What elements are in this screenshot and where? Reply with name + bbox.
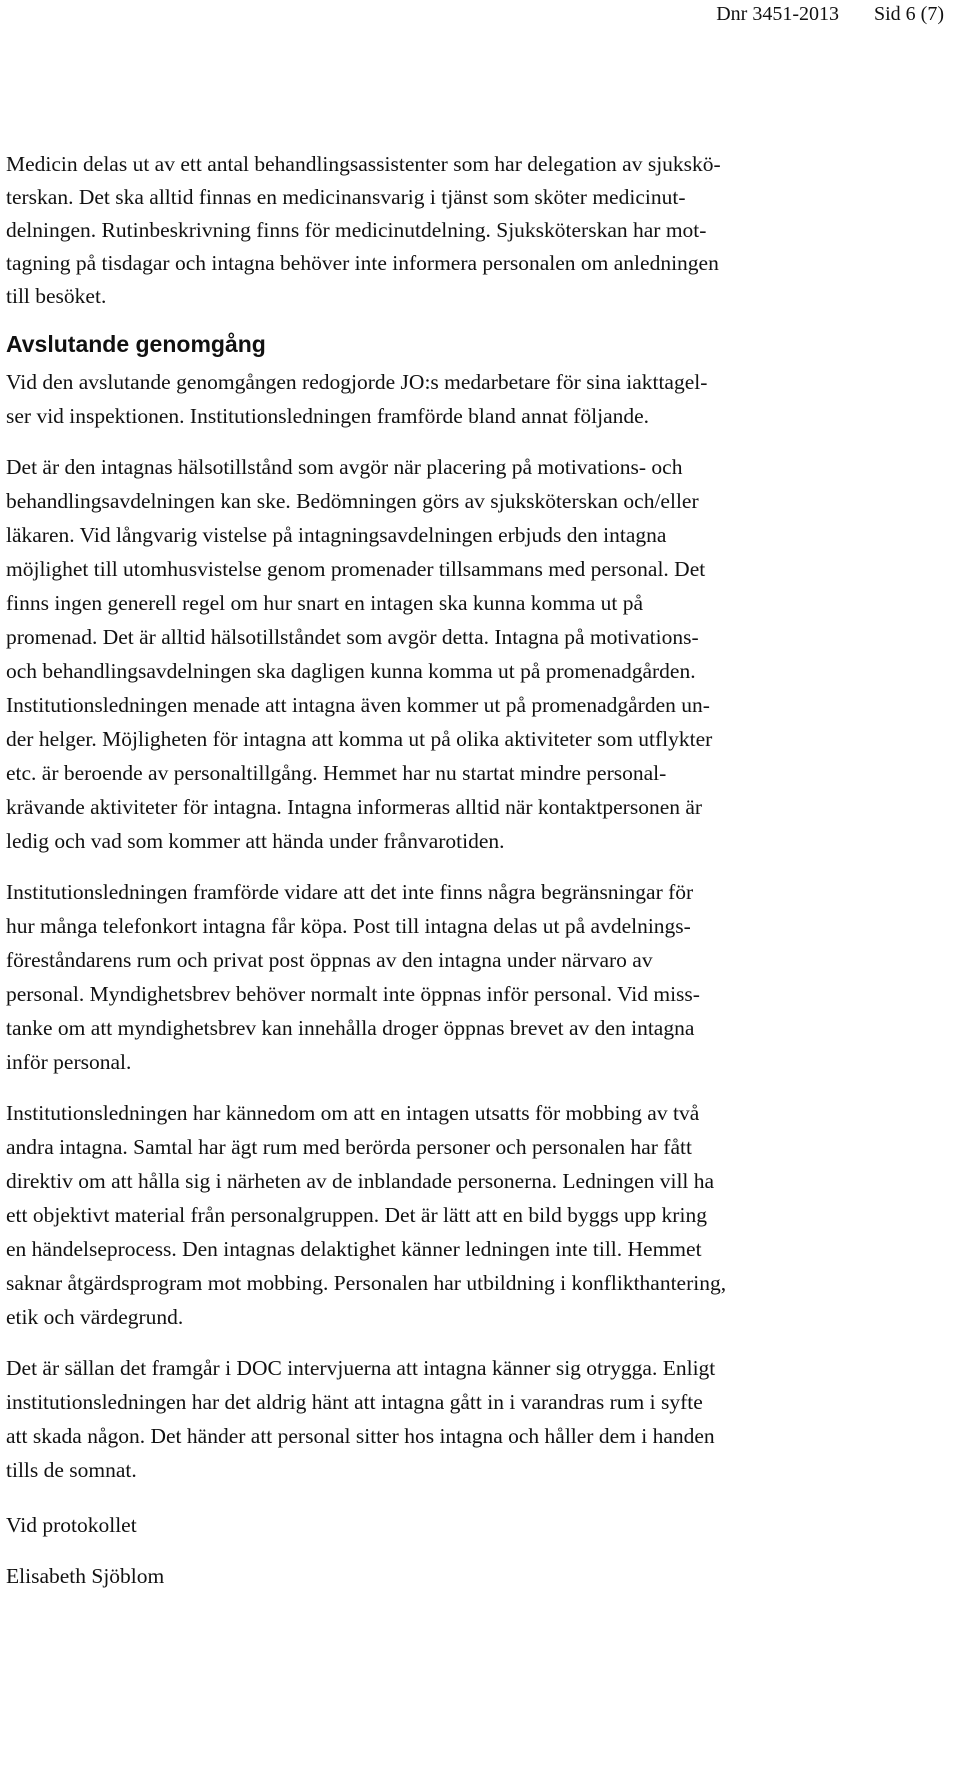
paragraph-safety: Det är sällan det framgår i DOC intervjuerna att intagna känner sig otrygga. Enligt institutionsledningen har det aldrig hänt att intagna gått in i varandras rum i syfte att skada någon. Det händer att personal sitter hos intagna och håller dem i handen tills de somnat. — [6, 1356, 716, 1482]
paragraph-final-review-intro: Vid den avslutande genomgången redogjorde JO:s medarbetare för sina iakttagel- ser vid inspektionen. Institutionsledningen framförde bland annat följande. — [6, 370, 708, 428]
document-body — [6, 148, 906, 1593]
section-heading-final-review: Avslutande genomgång — [6, 331, 266, 357]
paragraph-medicine: Medicin delas ut av ett antal behandlingsassistenter som har delegation av sjukskö- terskan. Det ska alltid finnas en medicinansvarig i tjänst som sköter medicinut- delningen. Rutinbeskrivning finns för medicinutdelning. Sjuksköterskan har mot- tagning på tisdagar och intagna behöver inte informera personalen om anledningen till besöket. — [6, 152, 721, 308]
paragraph-bullying: Institutionsledningen har kännedom om att en intagen utsatts för mobbing av två andra intagna. Samtal har ägt rum med berörda personer och personalen har fått direktiv om att hålla sig i närheten av de inblandade personerna. Ledningen vill ha ett objektivt material från personalgruppen. Det är lätt att en bild byggs upp kring en händelseprocess. Den intagnas delaktighet känner ledningen inte till. Hemmet saknar åtgärdsprogram mot mobbing. Personalen har utbildning i konflikthantering, etik och värdegrund. — [6, 1101, 727, 1329]
document-number: Dnr 3451-2013 — [716, 3, 839, 25]
paragraph-health-status: Det är den intagnas hälsotillstånd som avgör när placering på motivations- och behandlingsavdelningen kan ske. Bedömningen görs av sjuksköterskan och/eller läkaren. Vid långvarig vistelse på intagningsavdelningen erbjuds den intagna möjlighet till utomhusvistelse genom promenader tillsammans med personal. Det finns ingen generell regel om hur snart en intagen ska kunna komma ut på promenad. Det är alltid hälsotillståndet som avgör detta. Intagna på motivations- och behandlingsavdelningen ska dagligen kunna komma ut på promenadgården. Institutionsledningen menade att intagna även kommer ut på promenadgården un- der helger. Möjligheten för intagna att komma ut på olika aktiviteter som utflykter etc. är beroende av personaltillgång. Hemmet har nu startat mindre personal- krävande aktiviteter för intagna. Intagna informeras alltid när kontaktpersonen är ledig och vad som kommer att hända under frånvarotiden. — [6, 455, 713, 853]
page-number: Sid 6 (7) — [874, 3, 944, 25]
page-header — [716, 2, 944, 26]
paragraph-mail-phone: Institutionsledningen framförde vidare att det inte finns några begränsningar för hur många telefonkort intagna får köpa. Post till intagna delas ut på avdelnings- föreståndarens rum och privat post öppnas av den intagna under närvaro av personal. Myndighetsbrev behöver normalt inte öppnas inför personal. Vid miss- tanke om att myndighetsbrev kan innehålla droger öppnas brevet av den intagna inför personal. — [6, 880, 700, 1074]
signature-name: Elisabeth Sjöblom — [6, 1564, 165, 1588]
closing-line: Vid protokollet — [6, 1513, 137, 1537]
